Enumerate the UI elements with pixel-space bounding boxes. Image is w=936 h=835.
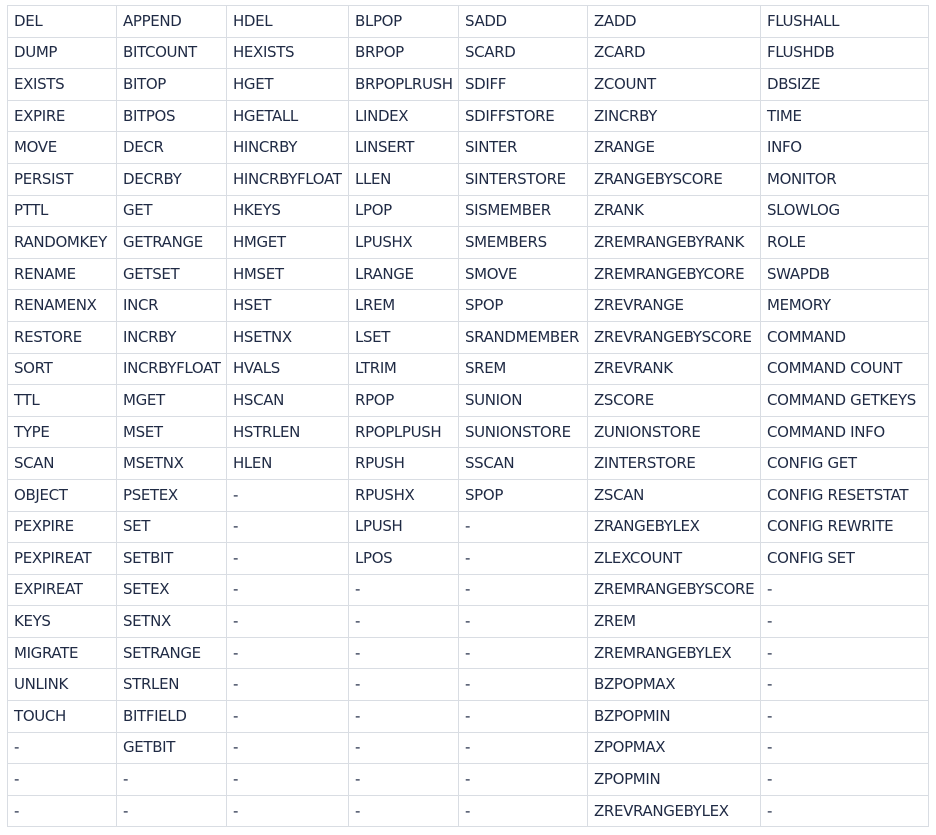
table-row bbox=[8, 479, 929, 511]
table-cell: FLUSHALL bbox=[761, 6, 929, 38]
table-cell: STRLEN bbox=[117, 669, 227, 701]
table-cell: BITFIELD bbox=[117, 701, 227, 733]
table-row bbox=[8, 353, 929, 385]
table-cell: ZREMRANGEBYCORE bbox=[588, 258, 761, 290]
table-row bbox=[8, 543, 929, 575]
table-cell: - bbox=[117, 795, 227, 827]
table-cell: DUMP bbox=[8, 37, 117, 69]
table-body bbox=[8, 6, 929, 827]
table-row bbox=[8, 637, 929, 669]
table-row bbox=[8, 669, 929, 701]
table-cell: ZCOUNT bbox=[588, 69, 761, 101]
table-cell: BRPOPLRUSH bbox=[349, 69, 459, 101]
table-cell: LREM bbox=[349, 290, 459, 322]
table-cell: SUNIONSTORE bbox=[459, 416, 588, 448]
table-cell: SDIFFSTORE bbox=[459, 100, 588, 132]
table-cell: SPOP bbox=[459, 290, 588, 322]
table-cell: - bbox=[349, 732, 459, 764]
table-cell: - bbox=[459, 795, 588, 827]
table-cell: LTRIM bbox=[349, 353, 459, 385]
table-cell: INCR bbox=[117, 290, 227, 322]
table-cell: SETNX bbox=[117, 606, 227, 638]
table-cell: RPUSH bbox=[349, 448, 459, 480]
table-cell: - bbox=[227, 764, 349, 796]
table-cell: - bbox=[761, 764, 929, 796]
table-cell: ZSCORE bbox=[588, 385, 761, 417]
table-cell: CONFIG SET bbox=[761, 543, 929, 575]
table-cell: HMSET bbox=[227, 258, 349, 290]
table-cell: SWAPDB bbox=[761, 258, 929, 290]
table-cell: ZINCRBY bbox=[588, 100, 761, 132]
table-cell: ROLE bbox=[761, 227, 929, 259]
table-cell: RPUSHX bbox=[349, 479, 459, 511]
table-cell: - bbox=[8, 764, 117, 796]
table-cell: ZREVRANK bbox=[588, 353, 761, 385]
table-cell: ZPOPMIN bbox=[588, 764, 761, 796]
table-cell: CONFIG GET bbox=[761, 448, 929, 480]
table-cell: COMMAND INFO bbox=[761, 416, 929, 448]
table-cell: CONFIG REWRITE bbox=[761, 511, 929, 543]
table-cell: KEYS bbox=[8, 606, 117, 638]
table-cell: - bbox=[117, 764, 227, 796]
table-cell: SORT bbox=[8, 353, 117, 385]
table-cell: ZUNIONSTORE bbox=[588, 416, 761, 448]
table-cell: CONFIG RESETSTAT bbox=[761, 479, 929, 511]
table-cell: - bbox=[349, 637, 459, 669]
table-cell: COMMAND bbox=[761, 321, 929, 353]
table-cell: ZRANGEBYLEX bbox=[588, 511, 761, 543]
table-cell: - bbox=[227, 574, 349, 606]
table-cell: GETSET bbox=[117, 258, 227, 290]
table-cell: LSET bbox=[349, 321, 459, 353]
table-cell: - bbox=[459, 511, 588, 543]
table-cell: ZADD bbox=[588, 6, 761, 38]
table-cell: - bbox=[459, 764, 588, 796]
table-row bbox=[8, 321, 929, 353]
table-cell: - bbox=[227, 701, 349, 733]
table-cell: SET bbox=[117, 511, 227, 543]
table-cell: SETBIT bbox=[117, 543, 227, 575]
table-row bbox=[8, 448, 929, 480]
table-cell: TTL bbox=[8, 385, 117, 417]
table-cell: - bbox=[761, 701, 929, 733]
table-cell: HKEYS bbox=[227, 195, 349, 227]
table-cell: COMMAND COUNT bbox=[761, 353, 929, 385]
table-cell: ZREVRANGEBYLEX bbox=[588, 795, 761, 827]
table-cell: - bbox=[227, 637, 349, 669]
table-cell: ZREMRANGEBYRANK bbox=[588, 227, 761, 259]
table-cell: ZRANGE bbox=[588, 132, 761, 164]
table-cell: LRANGE bbox=[349, 258, 459, 290]
table-cell: - bbox=[227, 479, 349, 511]
table-cell: - bbox=[227, 606, 349, 638]
table-row bbox=[8, 6, 929, 38]
table-cell: HDEL bbox=[227, 6, 349, 38]
table-cell: MIGRATE bbox=[8, 637, 117, 669]
table-cell: SMOVE bbox=[459, 258, 588, 290]
table-cell: DBSIZE bbox=[761, 69, 929, 101]
table-cell: - bbox=[459, 732, 588, 764]
table-cell: TIME bbox=[761, 100, 929, 132]
table-cell: SISMEMBER bbox=[459, 195, 588, 227]
table-cell: SREM bbox=[459, 353, 588, 385]
table-cell: - bbox=[459, 669, 588, 701]
table-cell: SLOWLOG bbox=[761, 195, 929, 227]
table-cell: - bbox=[227, 732, 349, 764]
table-cell: INCRBY bbox=[117, 321, 227, 353]
table-cell: UNLINK bbox=[8, 669, 117, 701]
table-cell: - bbox=[761, 795, 929, 827]
table-cell: MEMORY bbox=[761, 290, 929, 322]
table-cell: - bbox=[227, 669, 349, 701]
table-cell: - bbox=[761, 637, 929, 669]
table-cell: HVALS bbox=[227, 353, 349, 385]
table-cell: - bbox=[459, 637, 588, 669]
table-cell: LPOP bbox=[349, 195, 459, 227]
table-cell: SDIFF bbox=[459, 69, 588, 101]
table-cell: RPOP bbox=[349, 385, 459, 417]
table-cell: MGET bbox=[117, 385, 227, 417]
table-cell: ZSCAN bbox=[588, 479, 761, 511]
table-row bbox=[8, 701, 929, 733]
table-cell: ZLEXCOUNT bbox=[588, 543, 761, 575]
table-cell: BITOP bbox=[117, 69, 227, 101]
table-cell: - bbox=[349, 574, 459, 606]
table-cell: BZPOPMIN bbox=[588, 701, 761, 733]
table-cell: LLEN bbox=[349, 163, 459, 195]
table-cell: FLUSHDB bbox=[761, 37, 929, 69]
table-cell: LINSERT bbox=[349, 132, 459, 164]
table-row bbox=[8, 195, 929, 227]
table-cell: HEXISTS bbox=[227, 37, 349, 69]
table-cell: SINTERSTORE bbox=[459, 163, 588, 195]
table-cell: EXPIREAT bbox=[8, 574, 117, 606]
table-cell: GET bbox=[117, 195, 227, 227]
table-cell: PERSIST bbox=[8, 163, 117, 195]
table-cell: - bbox=[459, 606, 588, 638]
table-cell: ZCARD bbox=[588, 37, 761, 69]
table-cell: HINCRBY bbox=[227, 132, 349, 164]
table-cell: - bbox=[349, 764, 459, 796]
table-cell: - bbox=[227, 543, 349, 575]
table-cell: BLPOP bbox=[349, 6, 459, 38]
table-cell: INFO bbox=[761, 132, 929, 164]
table-cell: HMGET bbox=[227, 227, 349, 259]
table-row bbox=[8, 764, 929, 796]
table-cell: GETRANGE bbox=[117, 227, 227, 259]
table-cell: SMEMBERS bbox=[459, 227, 588, 259]
table-cell: RENAME bbox=[8, 258, 117, 290]
table-cell: SCAN bbox=[8, 448, 117, 480]
table-row bbox=[8, 37, 929, 69]
table-cell: PEXPIREAT bbox=[8, 543, 117, 575]
table-cell: SETRANGE bbox=[117, 637, 227, 669]
table-cell: RENAMENX bbox=[8, 290, 117, 322]
table-cell: - bbox=[761, 606, 929, 638]
table-cell: LPUSH bbox=[349, 511, 459, 543]
table-cell: DECR bbox=[117, 132, 227, 164]
table-cell: SINTER bbox=[459, 132, 588, 164]
table-cell: APPEND bbox=[117, 6, 227, 38]
table-cell: MSETNX bbox=[117, 448, 227, 480]
table-cell: TYPE bbox=[8, 416, 117, 448]
table-cell: BITPOS bbox=[117, 100, 227, 132]
table-cell: RPOPLPUSH bbox=[349, 416, 459, 448]
table-cell: SRANDMEMBER bbox=[459, 321, 588, 353]
table-cell: SSCAN bbox=[459, 448, 588, 480]
table-cell: - bbox=[349, 795, 459, 827]
table-cell: MONITOR bbox=[761, 163, 929, 195]
table-cell: - bbox=[761, 669, 929, 701]
table-cell: LPOS bbox=[349, 543, 459, 575]
table-row bbox=[8, 258, 929, 290]
table-cell: TOUCH bbox=[8, 701, 117, 733]
table-cell: LPUSHX bbox=[349, 227, 459, 259]
table-cell: HSET bbox=[227, 290, 349, 322]
table-row bbox=[8, 69, 929, 101]
table-cell: - bbox=[227, 511, 349, 543]
redis-commands-table bbox=[7, 5, 929, 827]
table-cell: ZREVRANGE bbox=[588, 290, 761, 322]
table-cell: RANDOMKEY bbox=[8, 227, 117, 259]
table-cell: ZINTERSTORE bbox=[588, 448, 761, 480]
table-cell: - bbox=[227, 795, 349, 827]
table-cell: ZRANK bbox=[588, 195, 761, 227]
table-cell: INCRBYFLOAT bbox=[117, 353, 227, 385]
table-row bbox=[8, 606, 929, 638]
table-cell: SUNION bbox=[459, 385, 588, 417]
table-cell: PEXPIRE bbox=[8, 511, 117, 543]
table-row bbox=[8, 385, 929, 417]
table-cell: SADD bbox=[459, 6, 588, 38]
table-cell: - bbox=[349, 606, 459, 638]
table-cell: HINCRBYFLOAT bbox=[227, 163, 349, 195]
table-row bbox=[8, 290, 929, 322]
table-row bbox=[8, 795, 929, 827]
table-cell: - bbox=[349, 669, 459, 701]
table-cell: DECRBY bbox=[117, 163, 227, 195]
table-cell: GETBIT bbox=[117, 732, 227, 764]
table-cell: EXPIRE bbox=[8, 100, 117, 132]
table-cell: - bbox=[761, 732, 929, 764]
table-cell: - bbox=[459, 574, 588, 606]
table-cell: EXISTS bbox=[8, 69, 117, 101]
table-cell: ZREMRANGEBYLEX bbox=[588, 637, 761, 669]
table-cell: SPOP bbox=[459, 479, 588, 511]
table-cell: MOVE bbox=[8, 132, 117, 164]
table-cell: ZREM bbox=[588, 606, 761, 638]
table-cell: HLEN bbox=[227, 448, 349, 480]
table-cell: - bbox=[761, 574, 929, 606]
table-cell: BRPOP bbox=[349, 37, 459, 69]
table-cell: ZREVRANGEBYSCORE bbox=[588, 321, 761, 353]
table-row bbox=[8, 416, 929, 448]
table-row bbox=[8, 132, 929, 164]
table-cell: HSCAN bbox=[227, 385, 349, 417]
table-cell: LINDEX bbox=[349, 100, 459, 132]
table-row bbox=[8, 100, 929, 132]
table-cell: ZRANGEBYSCORE bbox=[588, 163, 761, 195]
table-cell: - bbox=[8, 732, 117, 764]
table-cell: ZREMRANGEBYSCORE bbox=[588, 574, 761, 606]
table-row bbox=[8, 227, 929, 259]
table-cell: BZPOPMAX bbox=[588, 669, 761, 701]
table-row bbox=[8, 574, 929, 606]
table-cell: BITCOUNT bbox=[117, 37, 227, 69]
table-cell: - bbox=[349, 701, 459, 733]
table-row bbox=[8, 511, 929, 543]
table-cell: ZPOPMAX bbox=[588, 732, 761, 764]
table-cell: COMMAND GETKEYS bbox=[761, 385, 929, 417]
table-cell: HSTRLEN bbox=[227, 416, 349, 448]
table-cell: HGETALL bbox=[227, 100, 349, 132]
table-cell: DEL bbox=[8, 6, 117, 38]
table-cell: SETEX bbox=[117, 574, 227, 606]
table-cell: OBJECT bbox=[8, 479, 117, 511]
table-cell: - bbox=[459, 543, 588, 575]
table-cell: RESTORE bbox=[8, 321, 117, 353]
table-row bbox=[8, 732, 929, 764]
table-cell: PTTL bbox=[8, 195, 117, 227]
table-cell: PSETEX bbox=[117, 479, 227, 511]
table-cell: - bbox=[8, 795, 117, 827]
table-cell: - bbox=[459, 701, 588, 733]
table-cell: MSET bbox=[117, 416, 227, 448]
table-cell: SCARD bbox=[459, 37, 588, 69]
table-row bbox=[8, 163, 929, 195]
table-cell: HGET bbox=[227, 69, 349, 101]
table-cell: HSETNX bbox=[227, 321, 349, 353]
